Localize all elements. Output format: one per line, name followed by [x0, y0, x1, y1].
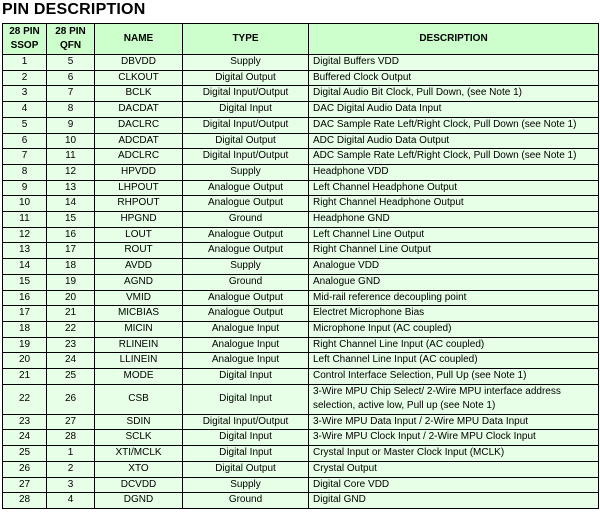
cell-type: Digital Input/Output — [183, 117, 309, 133]
cell-description: Analogue VDD — [309, 259, 599, 275]
cell-ssop: 12 — [3, 227, 47, 243]
cell-description: Headphone GND — [309, 212, 599, 228]
cell-description: Digital Audio Bit Clock, Pull Down, (see Note 1) — [309, 86, 599, 102]
table-body — [3, 55, 599, 509]
table-row — [3, 55, 599, 71]
table-row — [3, 164, 599, 180]
cell-ssop: 7 — [3, 149, 47, 165]
table-row — [3, 133, 599, 149]
cell-description: Headphone VDD — [309, 164, 599, 180]
cell-name: MICIN — [95, 321, 183, 337]
cell-description: Right Channel Line Input (AC coupled) — [309, 337, 599, 353]
header-type: TYPE — [183, 24, 309, 55]
cell-type: Analogue Input — [183, 321, 309, 337]
cell-description: Left Channel Line Output — [309, 227, 599, 243]
cell-type: Analogue Output — [183, 243, 309, 259]
table-row — [3, 321, 599, 337]
cell-qfn: 17 — [47, 243, 95, 259]
cell-name: CSB — [95, 384, 183, 414]
cell-type: Analogue Output — [183, 227, 309, 243]
cell-qfn: 23 — [47, 337, 95, 353]
cell-type: Digital Input — [183, 446, 309, 462]
header-ssop: 28 PIN SSOP — [3, 24, 47, 55]
cell-type: Analogue Output — [183, 196, 309, 212]
table-row — [3, 493, 599, 509]
cell-description: Right Channel Line Output — [309, 243, 599, 259]
cell-description: 3-Wire MPU Clock Input / 2-Wire MPU Clock Input — [309, 430, 599, 446]
cell-ssop: 2 — [3, 70, 47, 86]
cell-name: SDIN — [95, 414, 183, 430]
table-row — [3, 180, 599, 196]
cell-name: DACLRC — [95, 117, 183, 133]
cell-qfn: 9 — [47, 117, 95, 133]
table-row — [3, 149, 599, 165]
table-row — [3, 430, 599, 446]
cell-ssop: 23 — [3, 414, 47, 430]
cell-type: Digital Input — [183, 430, 309, 446]
cell-qfn: 6 — [47, 70, 95, 86]
cell-ssop: 15 — [3, 274, 47, 290]
table-row — [3, 86, 599, 102]
cell-type: Supply — [183, 477, 309, 493]
cell-description: 3-Wire MPU Chip Select/ 2-Wire MPU interface address selection, active low, Pull up (see Note 1) — [309, 384, 599, 414]
table-row — [3, 259, 599, 275]
cell-type: Digital Output — [183, 133, 309, 149]
cell-name: LLINEIN — [95, 353, 183, 369]
cell-name: VMID — [95, 290, 183, 306]
cell-name: MODE — [95, 369, 183, 385]
cell-ssop: 20 — [3, 353, 47, 369]
cell-type: Analogue Output — [183, 290, 309, 306]
cell-description: Left Channel Line Input (AC coupled) — [309, 353, 599, 369]
cell-type: Ground — [183, 493, 309, 509]
header-name: NAME — [95, 24, 183, 55]
cell-type: Digital Input/Output — [183, 149, 309, 165]
cell-type: Supply — [183, 164, 309, 180]
cell-type: Supply — [183, 259, 309, 275]
cell-qfn: 12 — [47, 164, 95, 180]
cell-description: Digital Buffers VDD — [309, 55, 599, 71]
table-row — [3, 227, 599, 243]
table-row — [3, 353, 599, 369]
cell-name: HPGND — [95, 212, 183, 228]
cell-qfn: 19 — [47, 274, 95, 290]
cell-ssop: 8 — [3, 164, 47, 180]
cell-name: RLINEIN — [95, 337, 183, 353]
cell-name: ROUT — [95, 243, 183, 259]
cell-ssop: 13 — [3, 243, 47, 259]
cell-qfn: 10 — [47, 133, 95, 149]
cell-ssop: 17 — [3, 306, 47, 322]
cell-ssop: 4 — [3, 102, 47, 118]
cell-type: Ground — [183, 212, 309, 228]
cell-ssop: 22 — [3, 384, 47, 414]
table-row — [3, 461, 599, 477]
table-row — [3, 337, 599, 353]
cell-description: Analogue GND — [309, 274, 599, 290]
cell-ssop: 24 — [3, 430, 47, 446]
cell-type: Supply — [183, 55, 309, 71]
cell-description: 3-Wire MPU Data Input / 2-Wire MPU Data Input — [309, 414, 599, 430]
pin-description-table — [2, 23, 599, 509]
cell-description: Electret Microphone Bias — [309, 306, 599, 322]
cell-name: RHPOUT — [95, 196, 183, 212]
cell-ssop: 18 — [3, 321, 47, 337]
cell-qfn: 28 — [47, 430, 95, 446]
table-row — [3, 212, 599, 228]
cell-ssop: 9 — [3, 180, 47, 196]
cell-ssop: 10 — [3, 196, 47, 212]
cell-description: Right Channel Headphone Output — [309, 196, 599, 212]
cell-description: Mid-rail reference decoupling point — [309, 290, 599, 306]
cell-qfn: 8 — [47, 102, 95, 118]
table-row — [3, 446, 599, 462]
cell-description: Crystal Output — [309, 461, 599, 477]
cell-qfn: 18 — [47, 259, 95, 275]
cell-ssop: 27 — [3, 477, 47, 493]
table-row — [3, 243, 599, 259]
cell-qfn: 3 — [47, 477, 95, 493]
cell-ssop: 25 — [3, 446, 47, 462]
cell-name: CLKOUT — [95, 70, 183, 86]
cell-name: AVDD — [95, 259, 183, 275]
cell-qfn: 7 — [47, 86, 95, 102]
cell-qfn: 21 — [47, 306, 95, 322]
cell-ssop: 3 — [3, 86, 47, 102]
cell-qfn: 20 — [47, 290, 95, 306]
cell-ssop: 1 — [3, 55, 47, 71]
cell-qfn: 14 — [47, 196, 95, 212]
table-header — [3, 24, 599, 55]
table-row — [3, 414, 599, 430]
cell-ssop: 6 — [3, 133, 47, 149]
cell-description: Digital GND — [309, 493, 599, 509]
cell-ssop: 16 — [3, 290, 47, 306]
cell-type: Analogue Output — [183, 306, 309, 322]
header-qfn: 28 PIN QFN — [47, 24, 95, 55]
cell-ssop: 19 — [3, 337, 47, 353]
cell-ssop: 26 — [3, 461, 47, 477]
table-row — [3, 306, 599, 322]
cell-qfn: 4 — [47, 493, 95, 509]
cell-description: DAC Digital Audio Data Input — [309, 102, 599, 118]
table-row — [3, 384, 599, 414]
cell-name: LHPOUT — [95, 180, 183, 196]
table-row — [3, 117, 599, 133]
cell-name: XTO — [95, 461, 183, 477]
cell-qfn: 22 — [47, 321, 95, 337]
cell-qfn: 16 — [47, 227, 95, 243]
cell-description: ADC Digital Audio Data Output — [309, 133, 599, 149]
header-description: DESCRIPTION — [309, 24, 599, 55]
cell-qfn: 1 — [47, 446, 95, 462]
cell-description: DAC Sample Rate Left/Right Clock, Pull Down (see Note 1) — [309, 117, 599, 133]
cell-qfn: 26 — [47, 384, 95, 414]
header-row — [3, 24, 599, 55]
cell-qfn: 11 — [47, 149, 95, 165]
cell-ssop: 11 — [3, 212, 47, 228]
cell-type: Digital Input — [183, 384, 309, 414]
table-row — [3, 477, 599, 493]
table-row — [3, 196, 599, 212]
cell-ssop: 28 — [3, 493, 47, 509]
cell-description: Microphone Input (AC coupled) — [309, 321, 599, 337]
cell-type: Digital Input/Output — [183, 414, 309, 430]
cell-type: Analogue Input — [183, 337, 309, 353]
cell-name: ADCDAT — [95, 133, 183, 149]
cell-name: ADCLRC — [95, 149, 183, 165]
cell-ssop: 21 — [3, 369, 47, 385]
cell-description: ADC Sample Rate Left/Right Clock, Pull Down (see Note 1) — [309, 149, 599, 165]
cell-name: LOUT — [95, 227, 183, 243]
cell-name: DBVDD — [95, 55, 183, 71]
cell-type: Ground — [183, 274, 309, 290]
cell-name: BCLK — [95, 86, 183, 102]
cell-qfn: 5 — [47, 55, 95, 71]
cell-name: MICBIAS — [95, 306, 183, 322]
cell-name: AGND — [95, 274, 183, 290]
table-row — [3, 70, 599, 86]
cell-type: Analogue Input — [183, 353, 309, 369]
cell-description: Crystal Input or Master Clock Input (MCLK) — [309, 446, 599, 462]
page-title: PIN DESCRIPTION — [2, 1, 146, 18]
cell-description: Left Channel Headphone Output — [309, 180, 599, 196]
cell-type: Digital Input — [183, 102, 309, 118]
cell-qfn: 25 — [47, 369, 95, 385]
table-row — [3, 102, 599, 118]
table-row — [3, 369, 599, 385]
cell-name: SCLK — [95, 430, 183, 446]
cell-name: DGND — [95, 493, 183, 509]
cell-type: Analogue Output — [183, 180, 309, 196]
cell-type: Digital Input/Output — [183, 86, 309, 102]
cell-qfn: 27 — [47, 414, 95, 430]
cell-type: Digital Output — [183, 70, 309, 86]
table-row — [3, 274, 599, 290]
cell-name: HPVDD — [95, 164, 183, 180]
cell-ssop: 14 — [3, 259, 47, 275]
table-row — [3, 290, 599, 306]
cell-qfn: 13 — [47, 180, 95, 196]
cell-type: Digital Input — [183, 369, 309, 385]
cell-ssop: 5 — [3, 117, 47, 133]
cell-name: XTI/MCLK — [95, 446, 183, 462]
cell-description: Control Interface Selection, Pull Up (see Note 1) — [309, 369, 599, 385]
cell-qfn: 2 — [47, 461, 95, 477]
cell-name: DCVDD — [95, 477, 183, 493]
cell-description: Digital Core VDD — [309, 477, 599, 493]
cell-description: Buffered Clock Output — [309, 70, 599, 86]
cell-qfn: 15 — [47, 212, 95, 228]
cell-type: Digital Output — [183, 461, 309, 477]
cell-qfn: 24 — [47, 353, 95, 369]
cell-name: DACDAT — [95, 102, 183, 118]
